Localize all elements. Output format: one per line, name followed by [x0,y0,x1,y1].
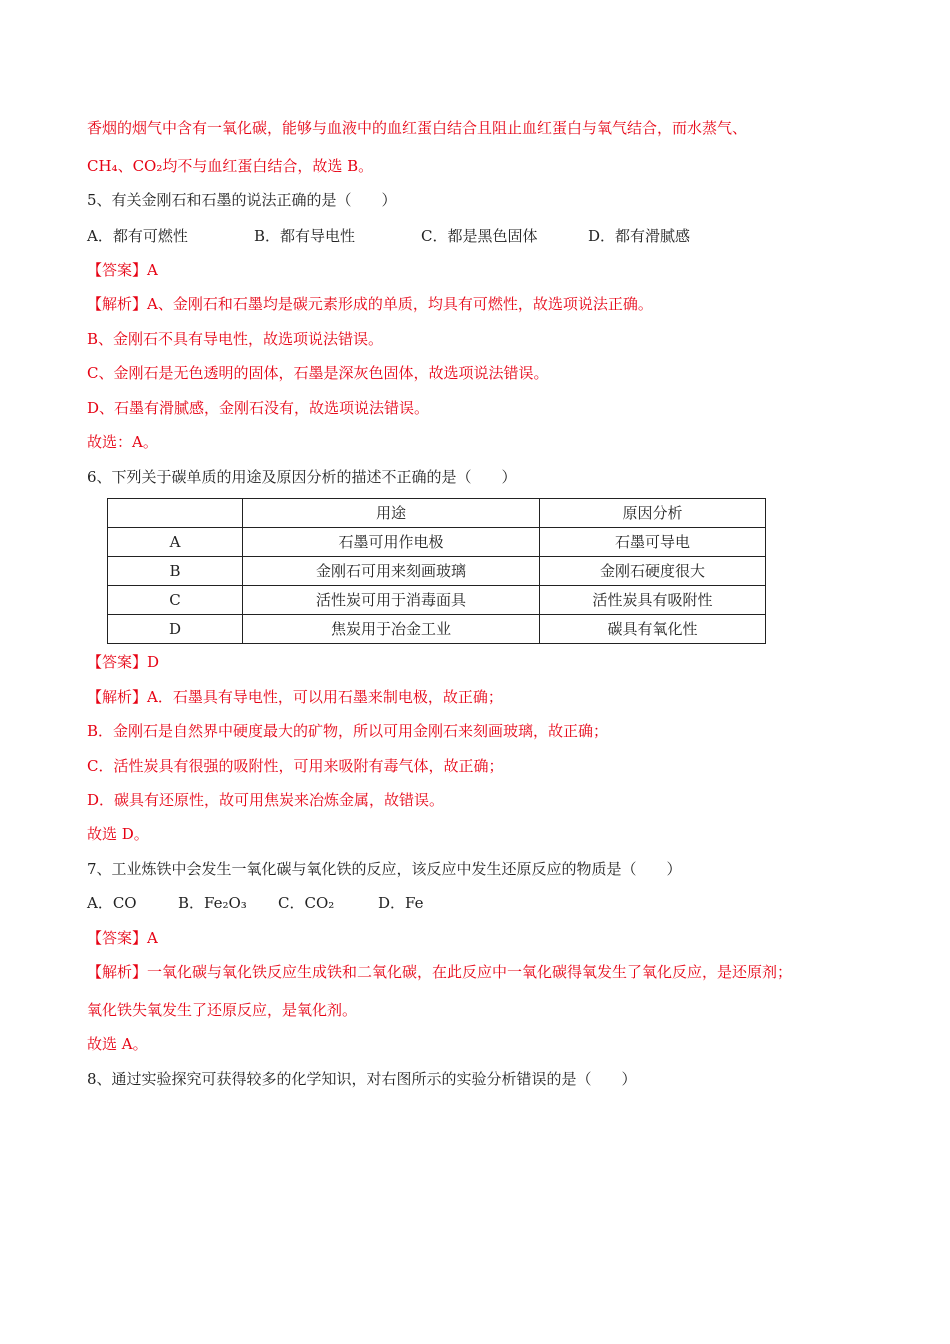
table-cell: 活性炭具有吸附性 [540,586,766,615]
q6-table [107,498,766,644]
q7-option-b: B．Fe₂O₃ [178,894,247,912]
table-header-row [108,499,766,528]
table-header [108,499,243,528]
q5-option-a: A．都有可燃性 [87,227,188,245]
table-cell: 焦炭用于冶金工业 [243,615,540,644]
q7-analysis-line: 【解析】一氧化碳与氧化铁反应生成铁和二氧化碳，在此反应中一氧化碳得氧发生了氧化反应，是还原剂； [87,963,793,981]
q5-options [87,226,690,246]
q5-answer: 【答案】A [87,261,158,279]
table-header: 用途 [243,499,540,528]
q8-question: 8、通过实验探究可获得较多的化学知识，对右图所示的实验分析错误的是（ ） [87,1070,637,1088]
q7-option-d: D．Fe [378,894,424,912]
q5-option-c: C．都是黑色固体 [421,227,538,245]
q7-conclusion: 故选 A。 [87,1035,148,1053]
q5-analysis-line: B、金刚石不具有导电性，故选项说法错误。 [87,330,384,348]
q6-analysis-line: D．碳具有还原性，故可用焦炭来冶炼金属，故错误。 [87,791,445,809]
q7-answer: 【答案】A [87,929,158,947]
q5-analysis-line: D、石墨有滑腻感，金刚石没有，故选项说法错误。 [87,399,430,417]
q7-options [87,893,424,913]
table-row [108,528,766,557]
q6-analysis-line: C．活性炭具有很强的吸附性，可用来吸附有毒气体，故正确； [87,757,504,775]
q6-question: 6、下列关于碳单质的用途及原因分析的描述不正确的是（ ） [87,468,517,486]
table-row [108,557,766,586]
q6-analysis-line: 【解析】A．石墨具有导电性，可以用石墨来制电极，故正确； [87,688,503,706]
table-cell: A [108,528,243,557]
q6-analysis-line: B．金刚石是自然界中硬度最大的矿物，所以可用金刚石来刻画玻璃，故正确； [87,722,609,740]
q4-analysis-line: 香烟的烟气中含有一氧化碳，能够与血液中的血红蛋白结合且阻止血红蛋白与氧气结合，而水蒸气、 [87,119,748,137]
table-row [108,586,766,615]
table-cell: 石墨可用作电极 [243,528,540,557]
table-cell: 石墨可导电 [540,528,766,557]
q5-option-b: B．都有导电性 [254,227,356,245]
q6-answer: 【答案】D [87,653,160,671]
q7-option-a: A．CO [87,894,137,912]
q7-option-c: C．CO₂ [278,894,335,912]
table-cell: C [108,586,243,615]
q4-analysis-line: CH₄、CO₂均不与血红蛋白结合，故选 B。 [87,157,374,175]
table-row [108,615,766,644]
table-cell: 活性炭可用于消毒面具 [243,586,540,615]
q5-conclusion: 故选：A。 [87,433,158,451]
table-cell: 金刚石可用来刻画玻璃 [243,557,540,586]
table-header: 原因分析 [540,499,766,528]
q7-analysis-line: 氧化铁失氧发生了还原反应，是氧化剂。 [87,1001,358,1019]
q7-question: 7、工业炼铁中会发生一氧化碳与氧化铁的反应，该反应中发生还原反应的物质是（ ） [87,860,682,878]
q5-analysis-line: 【解析】A、金刚石和石墨均是碳元素形成的单质，均具有可燃性，故选项说法正确。 [87,295,653,313]
q5-question: 5、有关金刚石和石墨的说法正确的是（ ） [87,191,397,209]
table-cell: D [108,615,243,644]
table-cell: 金刚石硬度很大 [540,557,766,586]
q6-conclusion: 故选 D。 [87,825,149,843]
q5-option-d: D．都有滑腻感 [588,227,691,245]
q5-analysis-line: C、金刚石是无色透明的固体，石墨是深灰色固体，故选项说法错误。 [87,364,549,382]
table-cell: B [108,557,243,586]
table-cell: 碳具有氧化性 [540,615,766,644]
